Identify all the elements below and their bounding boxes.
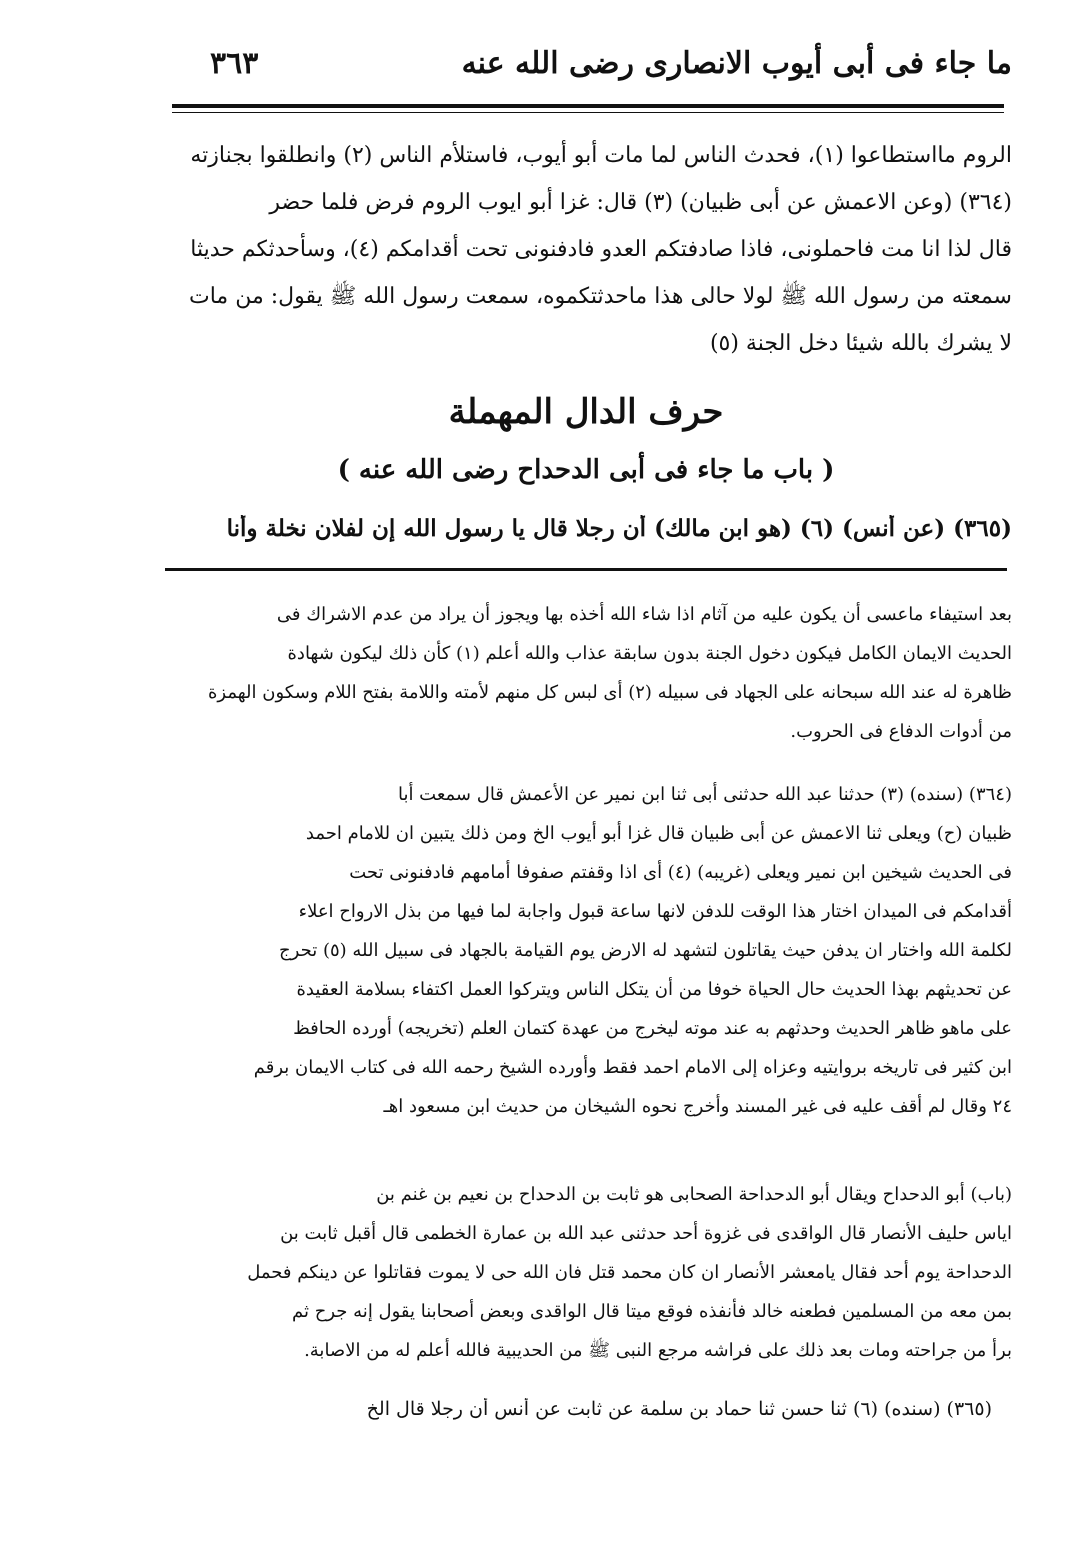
page-number: ٣٦٣ [210,46,259,81]
main-text-line: سمعته من رسول الله ﷺ لولا حالى هذا ماحدثتكموه، سمعت رسول الله ﷺ يقول: من مات [189,284,1012,309]
section-heading: حرف الدال المهملة [448,392,724,432]
header-rule-thin [172,112,1004,113]
chapter-title: ( باب ما جاء فى أبى الدحداح رضى الله عنه ) [337,455,835,485]
footnote-line: ابن كثير فى تاريخه بروايتيه وعزاه إلى الامام احمد فقط وأورده الشيخ رحمه الله فى كتاب الايمان برقم [253,1057,1012,1078]
main-text-line: الروم مااستطاعوا (١)، فحدث الناس لما مات أبو أيوب، فاستلأم الناس (٢) وانطلقوا بجنازته [190,143,1012,168]
footnotes-block [160,595,1012,751]
footnote-line: (٣٦٥) (سنده) (٦) ثنا حسن ثنا حماد بن سلمة عن ثابت عن أنس أن رجلا قال الخ [366,1398,992,1420]
footnote-line: بعد استيفاء ماعسى أن يكون عليه من آثام اذا شاء الله أخذه بها ويجوز أن يراد من عدم الاشراك فى [276,604,1012,625]
footnote-line: أقدامكم فى الميدان اختار هذا الوقت للدفن لانها ساعة قبول واجابة لما فيها من بذل الارواح اعلاء [298,901,1012,922]
footnote-line: برأ من جراحته ومات بعد ذلك على فراشه مرجع النبى ﷺ من الحديبية فالله أعلم له من الاصابة. [304,1340,1012,1361]
page-header [170,28,1012,98]
footnote-line: ظاهرة له عند الله سبحانه على الجهاد فى سبيله (٢) أى لبس كل منهم لأمته واللامة بفتح اللام وسكون الهمزة [207,682,1012,703]
main-text-line: لا يشرك بالله شيئا دخل الجنة (٥) [709,331,1012,356]
main-text [160,132,1012,367]
main-text-line: قال لذا انا مت فاحملونى، فاذا صادفتكم العدو فادفنونى تحت أقدامكم (٤)، وسأحدثكم حديثا [190,237,1012,262]
running-title: ما جاء فى أبى أيوب الانصارى رضى الله عنه [461,46,1012,81]
footnotes-block [160,1175,1012,1370]
footnote-line: عن تحديثهم بهذا الحديث حال الحياة خوفا من أن يتكل الناس ويتركوا العمل اكتفاء بسلامة العقيدة [296,979,1012,1000]
footnote-line: الحديث الايمان الكامل فيكون دخول الجنة بدون سابقة عذاب والله أعلم (١) كأن ذلك ليكون شهادة [287,643,1012,664]
footnote-line: (٣٦٤) (سنده) (٣) حدثنا عبد الله حدثنى أبى ثنا ابن نمير عن الأعمش قال سمعت أبا [397,784,1012,805]
footnote-line: اياس حليف الأنصار قال الواقدى فى غزوة أحد حدثنى عبد الله بن عمارة الخطمى قال أقبل ثابت بن [280,1223,1012,1244]
footnote-line: على ماهو ظاهر الحديث وحدثهم به عند موته ليخرج من عهدة كتمان العلم (تخريجه) أورده الحافظ [293,1018,1012,1039]
footnote-line: فى الحديث شيخين ابن نمير ويعلى (غريبه) (٤) أى اذا وقفتم صفوفا أمامهم فادفنونى تحت [349,862,1012,883]
footnote-line: الدحداحة يوم أحد فقال يامعشر الأنصار ان كان محمد قتل فان الله حى لا يموت فقاتلوا عن دينكم فحمل [247,1262,1012,1283]
hadith-line: (٣٦٥) (عن أنس) (٦) (هو ابن مالك) أن رجلا قال يا رسول الله إن لفلان نخلة وأنا [226,515,1012,542]
footnote-line: من أدوات الدفاع فى الحروب. [790,721,1012,742]
footnote-line: ٢٤ وقال لم أقف عليه فى غير المسند وأخرج نحوه الشيخان من حديث ابن مسعود اهـ [383,1096,1012,1117]
notes-separator [165,568,1007,571]
footnote-line: ظبيان (ح) ويعلى ثنا الاعمش عن أبى ظبيان قال غزا أبو أيوب الخ ومن ذلك يتبين ان للامام احمد [305,823,1012,844]
footnote-line: بمن معه من المسلمين فطعنه خالد فأنفذه فوقع ميتا قال الواقدى وبعض أصحابنا يقول إنه جرح ثم [292,1301,1012,1322]
footnotes-block [160,775,1012,1126]
footnote-line: لكلمة الله واختار ان يدفن حيث يقاتلون لتشهد له الارض يوم القيامة بالجهاد فى سبيل الله (٥) تحرج [279,940,1012,961]
header-rule [172,104,1004,108]
main-text-line: (٣٦٤) (وعن الاعمش عن أبى ظبيان) (٣) قال: غزا أبو ايوب الروم فرض فلما حضر [269,190,1012,215]
footnote-line: (باب) أبو الدحداح ويقال أبو الدحداحة الصحابى هو ثابت بن الدحداح بن نعيم بن غنم بن [376,1184,1012,1205]
